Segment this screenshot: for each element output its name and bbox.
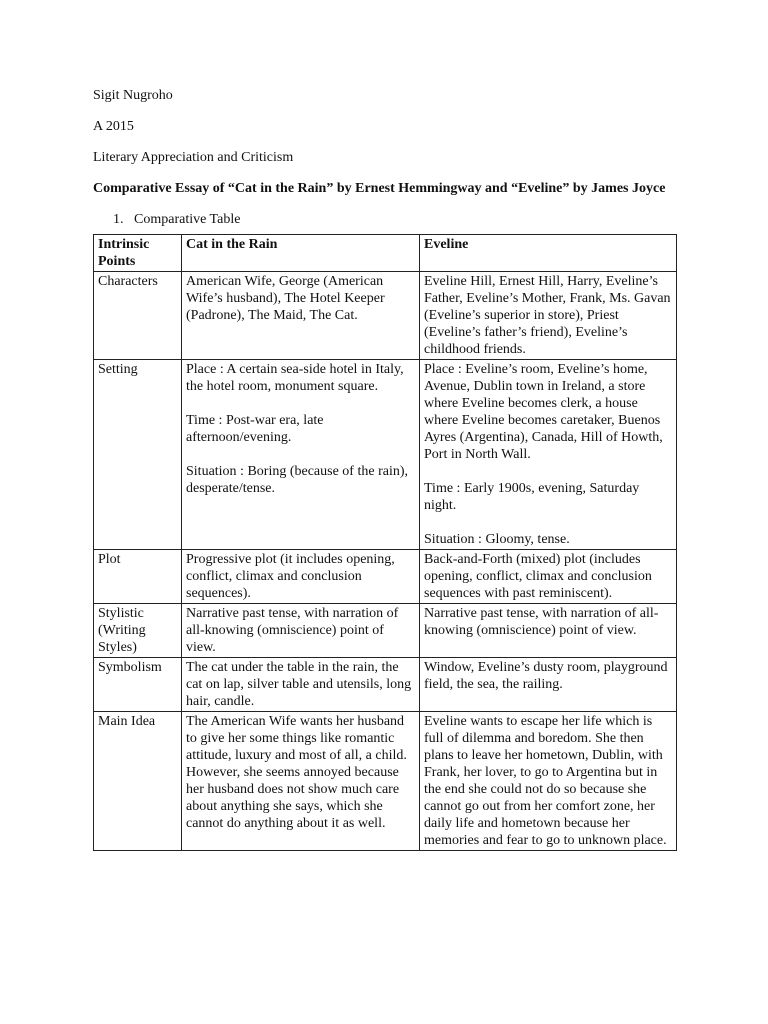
section-heading: [113, 211, 683, 228]
author-name: Sigit Nugroho: [93, 88, 173, 103]
table-header-row: [94, 235, 677, 272]
row-point: Setting: [94, 360, 182, 550]
table-row: [94, 360, 677, 550]
header-intrinsic-points: Intrinsic Points: [94, 235, 182, 272]
class-code: A 2015: [93, 119, 134, 134]
table-row: [94, 550, 677, 604]
row-point: Symbolism: [94, 658, 182, 712]
header-cat-in-the-rain: Cat in the Rain: [182, 235, 420, 272]
row-cat: Place : A certain sea-side hotel in Italy, the hotel room, monument square. Time : Post-war era, late afternoon/evening. Situation : Boring (because of the rain), desperate/tense.: [182, 360, 420, 550]
row-eveline: Place : Eveline’s room, Eveline’s home, Avenue, Dublin town in Ireland, a store where Eveline becomes clerk, a house where Eveline becomes caretaker, Buenos Ayres (Argentina), Canada, Hill of Howth, Port in North Wall. Time : Early 1900s, evening, Saturday night. Situation : Gloomy, tense.: [420, 360, 677, 550]
row-cat: The cat under the table in the rain, the cat on lap, silver table and utensils, long hair, candle.: [182, 658, 420, 712]
document-page: [93, 87, 683, 851]
course-name: Literary Appreciation and Criticism: [93, 150, 294, 165]
row-point: Plot: [94, 550, 182, 604]
section-heading-text: Comparative Table: [134, 212, 241, 227]
row-eveline: Back-and-Forth (mixed) plot (includes opening, conflict, climax and conclusion sequences with past reminiscent).: [420, 550, 677, 604]
row-cat: Narrative past tense, with narration of all-knowing (omniscience) point of view.: [182, 604, 420, 658]
table-row: [94, 604, 677, 658]
row-point: Main Idea: [94, 712, 182, 851]
header-eveline: Eveline: [420, 235, 677, 272]
row-eveline: Eveline Hill, Ernest Hill, Harry, Eveline’s Father, Eveline’s Mother, Frank, Ms. Gavan (Eveline’s superior in store), Priest (Eveline’s father’s friend), Eveline’s childhood friends.: [420, 272, 677, 360]
row-point: Stylistic (Writing Styles): [94, 604, 182, 658]
comparative-table: [93, 234, 677, 851]
section-number: 1.: [113, 212, 124, 227]
table-row: [94, 272, 677, 360]
table-row: [94, 712, 677, 851]
essay-title: Comparative Essay of “Cat in the Rain” by Ernest Hemmingway and “Eveline” by James Joyce: [93, 181, 666, 196]
row-eveline: Narrative past tense, with narration of all-knowing (omniscience) point of view.: [420, 604, 677, 658]
row-eveline: Eveline wants to escape her life which is full of dilemma and boredom. She then plans to leave her hometown, Dublin, with Frank, her lover, to go to Argentina but in the end she could not do so because she cannot go out from her comfort zone, her daily life and hometown because her memories and fear to go to unknown place.: [420, 712, 677, 851]
row-eveline: Window, Eveline’s dusty room, playground field, the sea, the railing.: [420, 658, 677, 712]
row-cat: The American Wife wants her husband to give her some things like romantic attitude, luxury and most of all, a child. However, she seems annoyed because her husband does not show much care about anything she says, which she cannot do anything about it as well.: [182, 712, 420, 851]
row-point: Characters: [94, 272, 182, 360]
row-cat: American Wife, George (American Wife’s husband), The Hotel Keeper (Padrone), The Maid, The Cat.: [182, 272, 420, 360]
row-cat: Progressive plot (it includes opening, conflict, climax and conclusion sequences).: [182, 550, 420, 604]
table-row: [94, 658, 677, 712]
